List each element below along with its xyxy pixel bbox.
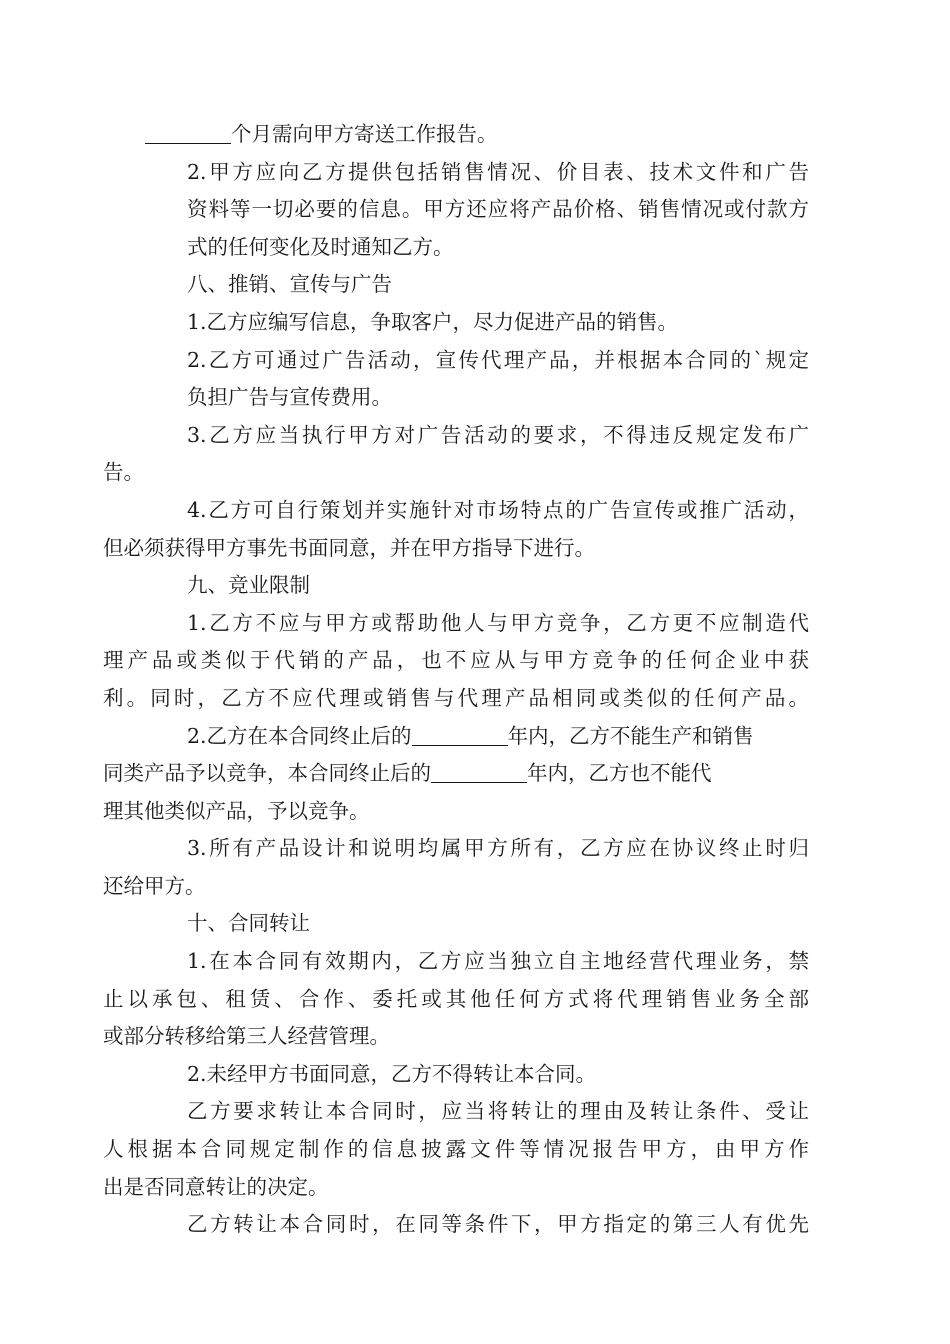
paragraph-8-4: 4.乙方可自行策划并实施针对市场特点的广告宣传或推广活动， 但必须获得甲方事先书面同意，并在甲方指导下进行。 — [103, 497, 809, 560]
fill-blank[interactable] — [145, 123, 231, 145]
section-heading-8: 八、推销、宣传与广告 — [187, 272, 392, 297]
document-page — [103, 116, 809, 1244]
paragraph-9-3: 3.所有产品设计和说明均属甲方所有，乙方应在协议终止时归 还给甲方。 — [103, 836, 809, 898]
paragraph-9-2: 2.乙方在本合同终止后的 年内，乙方不能生产和销售 同类产品予以竞争，本合同终止后的 年内，乙方也不能代 理其他类似产品，予以竞争。 — [103, 723, 754, 823]
paragraph-7-2: 2.甲方应向乙方提供包括销售情况、价目表、技术文件和广告 资料等一切必要的信息。甲方还应将产品价格、销售情况或付款方 式的任何变化及时通知乙方。 — [187, 159, 809, 259]
paragraph-8-2: 2.乙方可通过广告活动，宣传代理产品，并根据本合同的`规定 负担广告与宣传费用。 — [187, 347, 809, 410]
paragraph-transfer-request: 乙方要求转让本合同时，应当将转让的理由及转让条件、受让 人根据本合同规定制作的信息披露文件等情况报告甲方，由甲方作 出是否同意转让的决定。 — [103, 1099, 809, 1199]
section-heading-9: 九、竞业限制 — [187, 573, 310, 598]
paragraph-9-1: 1.乙方不应与甲方或帮助他人与甲方竞争，乙方更不应制造代 理产品或类似于代销的产品，也不应从与甲方竞争的任何企业中获 利。同时，乙方不应代理或销售与代理产品相同或类似的任何产品。 — [103, 610, 809, 710]
fill-blank[interactable] — [431, 762, 527, 784]
fill-blank[interactable] — [412, 724, 508, 746]
paragraph-transfer-priority: 乙方转让本合同时，在同等条件下，甲方指定的第三人有优先 — [187, 1212, 809, 1237]
section-heading-10: 十、合同转让 — [187, 911, 310, 936]
paragraph-10-1: 1.在本合同有效期内，乙方应当独立自主地经营代理业务，禁 止以承包、租赁、合作、委托或其他任何方式将代理销售业务全部 或部分转移给第三人经营管理。 — [103, 949, 809, 1049]
paragraph-report: 个月需向甲方寄送工作报告。 — [145, 116, 809, 154]
paragraph-8-1: 1.乙方应编写信息，争取客户，尽力促进产品的销售。 — [187, 309, 679, 334]
paragraph-10-2: 2.未经甲方书面同意，乙方不得转让本合同。 — [187, 1061, 597, 1086]
paragraph-8-3: 3.乙方应当执行甲方对广告活动的要求，不得违反规定发布广 告。 — [103, 422, 809, 485]
